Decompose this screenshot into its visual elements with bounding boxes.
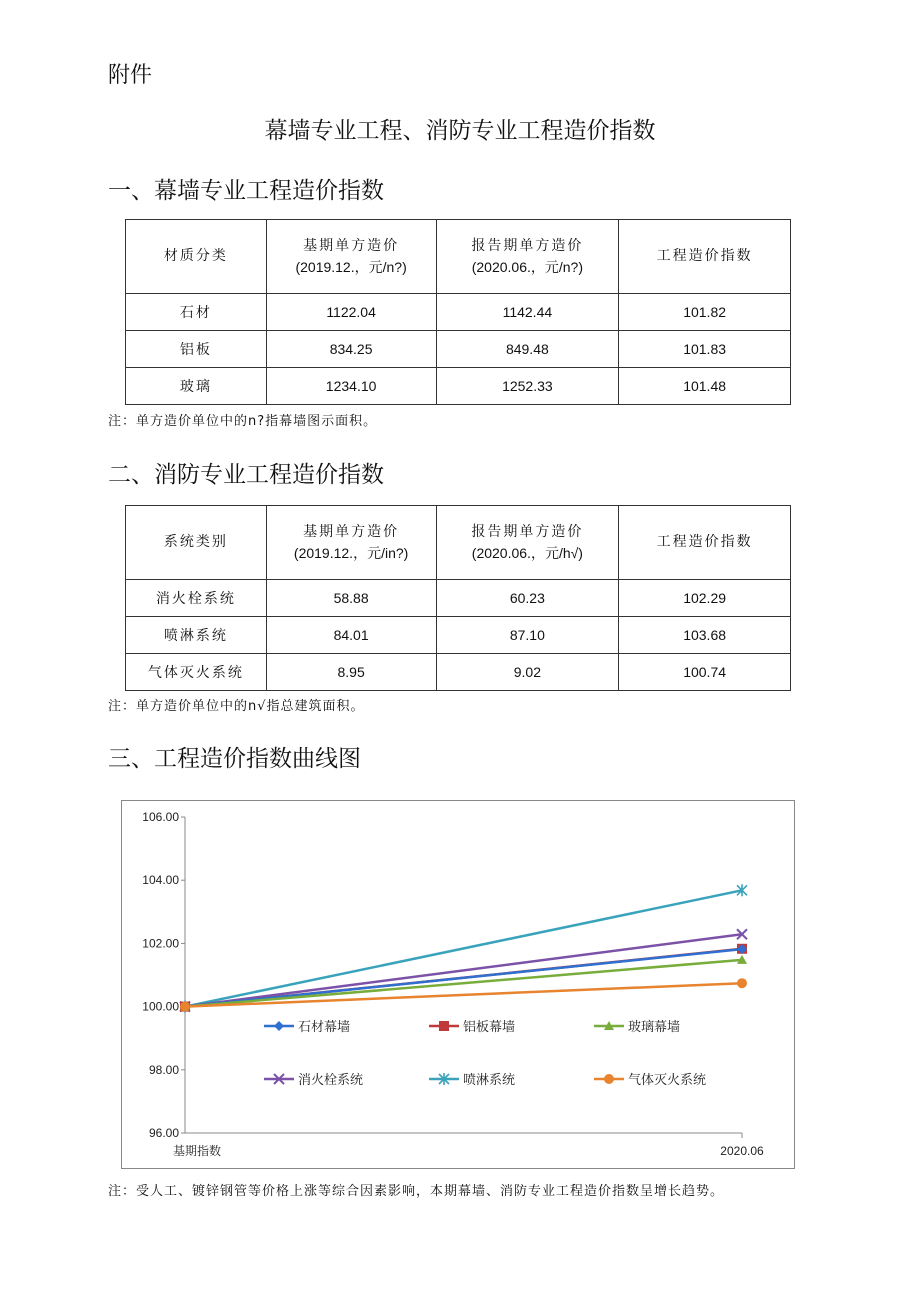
header-report-price-label: 报告期单方造价 [471,238,584,254]
x-tick-label: 2020.06 [720,1144,764,1158]
header-base-price-label: 基期单方造价 [303,524,400,540]
section-1-note: 注：单方造价单位中的n?指幕墙图示面积。 [108,414,378,429]
header-report-price-unit: (2020.06.，元/n?) [471,259,584,275]
y-tick-label: 102.00 [142,936,179,951]
section-2-title: 二、消防专业工程造价指数 [108,462,384,488]
y-tick-label: 106.00 [142,810,179,824]
header-report-price [436,506,619,580]
section-2-note: 注：单方造价单位中的n√指总建筑面积。 [108,699,365,714]
table-header-row [126,506,791,580]
cell-base-price: 8.95 [266,654,436,691]
cell-report-price: 87.10 [436,617,619,654]
legend-marker [439,1021,449,1031]
header-index: 工程造价指数 [619,506,791,580]
cell-base-price: 1122.04 [266,294,436,331]
header-report-price-unit: (2020.06.，元/h√) [471,545,583,561]
cell-category: 消火栓系统 [126,580,267,617]
section-3-title: 三、工程造价指数曲线图 [108,746,361,772]
legend-marker [274,1021,284,1031]
header-index: 工程造价指数 [619,220,791,294]
series-point [180,1002,190,1012]
cell-category: 玻璃 [126,368,267,405]
fire-protection-table [125,505,791,691]
table-row [126,331,791,368]
legend-label: 铝板幕墙 [463,1020,516,1035]
cell-report-price: 9.02 [436,654,619,691]
cell-category: 喷淋系统 [126,617,267,654]
cell-index: 102.29 [619,580,791,617]
table-header-row [126,220,791,294]
cell-index: 101.83 [619,331,791,368]
cell-index: 103.68 [619,617,791,654]
header-base-price [266,220,436,294]
section-1-title: 一、幕墙专业工程造价指数 [108,178,384,204]
cell-index: 100.74 [619,654,791,691]
y-tick-label: 98.00 [148,1062,179,1077]
series-point [737,978,747,988]
cell-category: 石材 [126,294,267,331]
y-tick-label: 104.00 [142,873,179,888]
cell-category: 铝板 [126,331,267,368]
cell-category: 气体灭火系统 [126,654,267,691]
legend-marker [604,1074,614,1084]
cell-base-price: 1234.10 [266,368,436,405]
legend-label: 石材幕墙 [298,1020,351,1035]
x-tick-label: 基期指数 [173,1144,222,1158]
header-category: 系统类别 [126,506,267,580]
header-report-price [436,220,619,294]
index-trend-chart [121,800,795,1169]
series-line [185,960,742,1007]
cell-index: 101.82 [619,294,791,331]
cell-base-price: 84.01 [266,617,436,654]
cell-index: 101.48 [619,368,791,405]
cell-report-price: 849.48 [436,331,619,368]
table-row [126,294,791,331]
series-line [185,949,742,1007]
header-base-price-unit: (2019.12.，元/in?) [293,545,409,561]
header-report-price-label: 报告期单方造价 [471,524,584,540]
cell-report-price: 1252.33 [436,368,619,405]
legend-label: 喷淋系统 [463,1073,516,1088]
header-base-price-label: 基期单方造价 [303,238,400,254]
document-title: 幕墙专业工程、消防专业工程造价指数 [264,118,656,144]
header-base-price-unit: (2019.12.，元/n?) [295,259,407,275]
attachment-label: 附件 [108,63,153,88]
legend-label: 玻璃幕墙 [628,1020,681,1035]
y-tick-label: 96.00 [148,1126,179,1140]
line-chart-svg [122,801,794,1168]
header-category: 材质分类 [126,220,267,294]
header-base-price [266,506,436,580]
table-row [126,617,791,654]
section-3-note: 注：受人工、镀锌钢管等价格上涨等综合因素影响，本期幕墙、消防专业工程造价指数呈增长趋势。 [108,1184,725,1199]
table-row [126,580,791,617]
cell-report-price: 1142.44 [436,294,619,331]
legend-label: 气体灭火系统 [628,1073,707,1088]
curtain-wall-table [125,219,791,405]
y-tick-label: 100.00 [142,999,179,1014]
cell-base-price: 834.25 [266,331,436,368]
table-row [126,368,791,405]
cell-base-price: 58.88 [266,580,436,617]
table-row [126,654,791,691]
legend-label: 消火栓系统 [298,1073,364,1088]
series-line [185,890,742,1006]
cell-report-price: 60.23 [436,580,619,617]
